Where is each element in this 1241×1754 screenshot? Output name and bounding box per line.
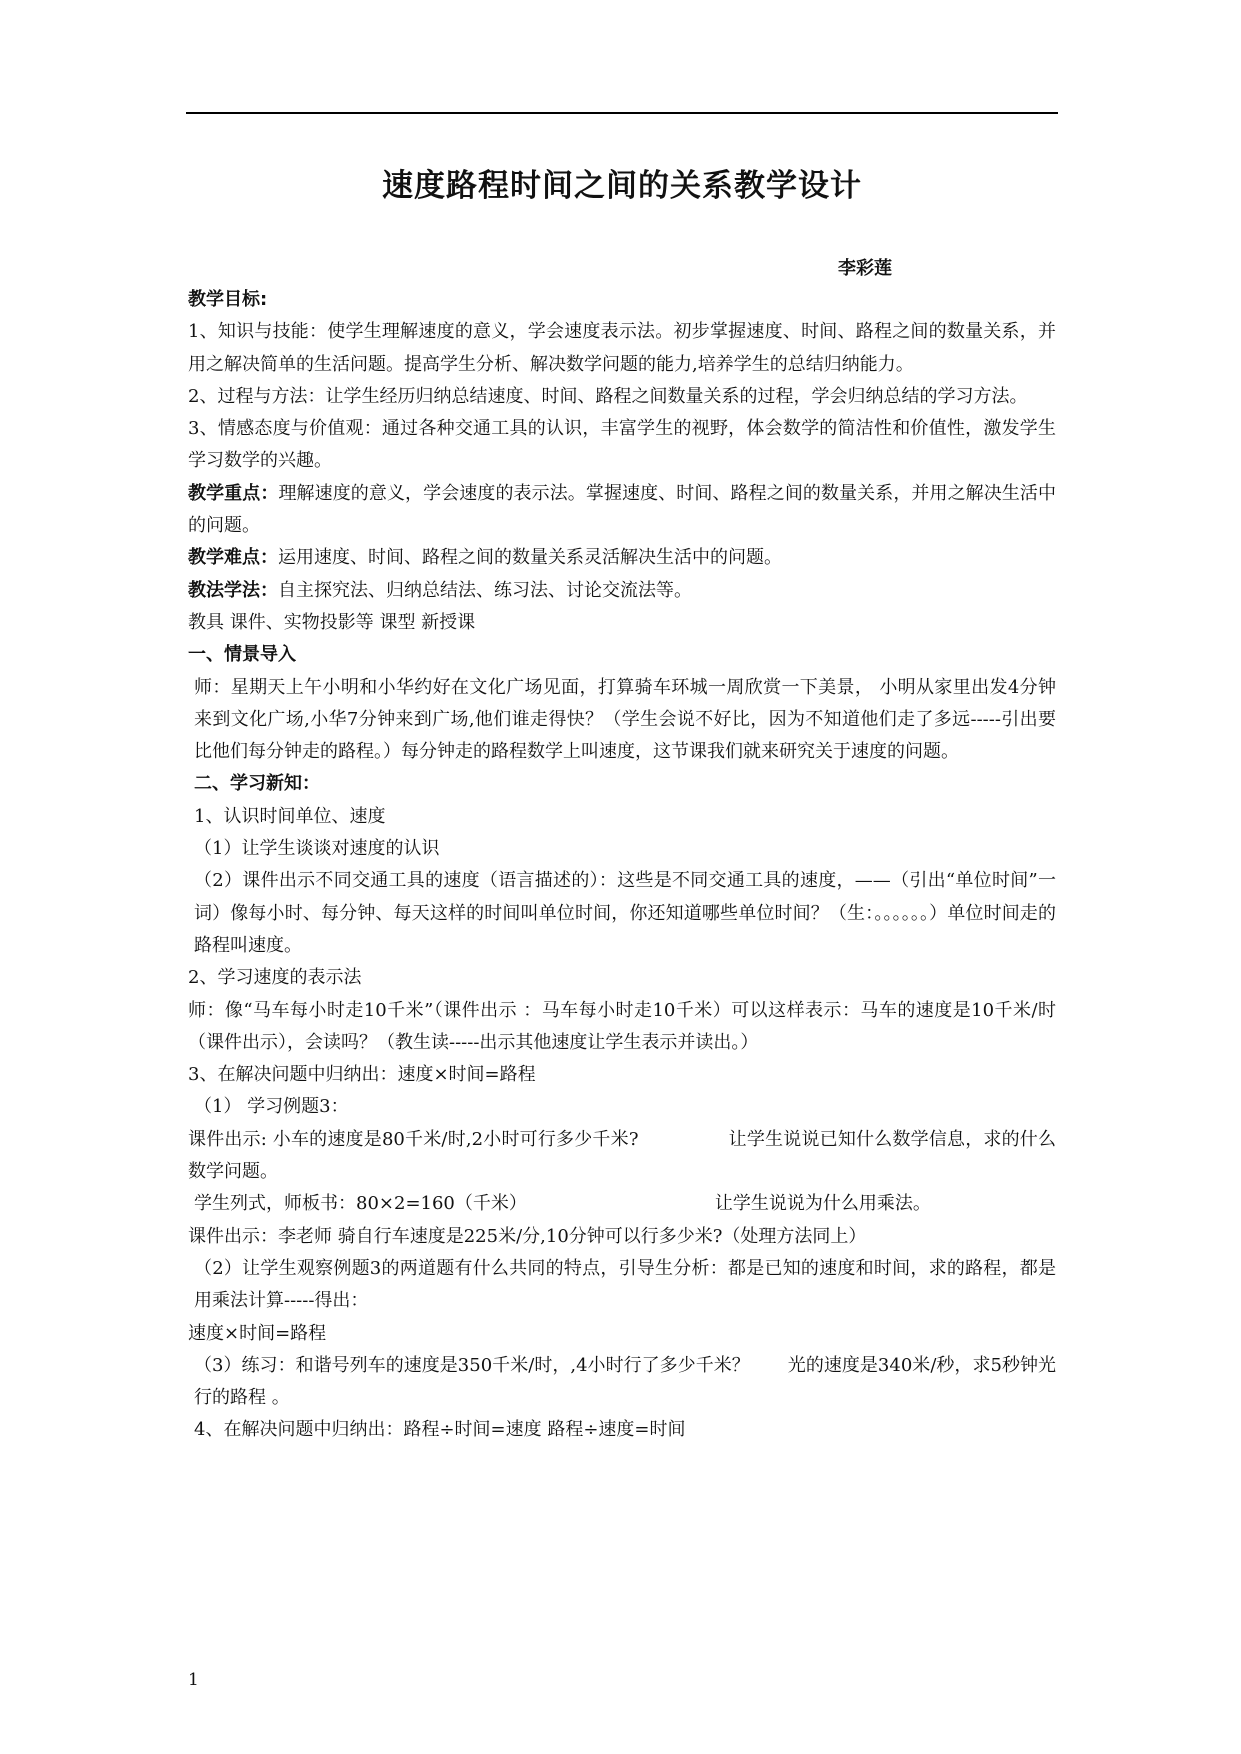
key-points-label: 教学重点： xyxy=(188,482,279,504)
page-number: 1 xyxy=(188,1670,199,1690)
subsection1-item1: （1）让学生谈谈对速度的认识 xyxy=(194,838,440,860)
document-body xyxy=(188,284,1056,1447)
example3-analysis: （2）让学生观察例题3的两道题有什么共同的特点，引导生分析：都是已知的速度和时间，求的路程，都是用乘法计算-----得出： xyxy=(194,1257,1056,1312)
objectives-heading: 教学目标: xyxy=(188,289,268,310)
example3-problem-text: 课件出示: 小车的速度是80千米/时,2小时可行多少千米? xyxy=(188,1128,639,1150)
section2-heading: 二、学习新知： xyxy=(194,773,320,795)
example3-second-problem: 课件出示：李老师 骑自行车速度是225米/分,10分钟可以行多少米?（处理方法同上） xyxy=(188,1225,867,1247)
example3-solution-text: 学生列式，师板书：80×2=160（千米） xyxy=(194,1193,527,1215)
subsection4-title: 4、在解决问题中归纳出：路程÷时间=速度 路程÷速度=时间 xyxy=(194,1419,686,1441)
header-rule xyxy=(186,112,1058,114)
example3-prompt: 让学生说说已知什么数学信息，求的什么数学问题。 xyxy=(188,1128,1057,1183)
objective-3: 3、情感态度与价值观：通过各种交通工具的认识，丰富学生的视野，体会数学的简洁性和价值性，激发学生学习数学的兴趣。 xyxy=(188,418,1056,472)
subsection1-title: 1、认识时间单位、速度 xyxy=(194,805,386,827)
tools-line: 教具 课件、实物投影等 课型 新授课 xyxy=(188,611,476,633)
difficulties xyxy=(188,542,1056,574)
example3-problem xyxy=(188,1124,1056,1189)
author-name: 李彩莲 xyxy=(838,258,892,279)
subsection3-title: 3、在解决问题中归纳出：速度×时间=路程 xyxy=(188,1064,536,1086)
key-points xyxy=(188,478,1056,543)
methods-text: 自主探究法、归纳总结法、练习法、讨论交流法等。 xyxy=(278,579,692,601)
section1-text: 师：星期天上午小明和小华约好在文化广场见面，打算骑车环城一周欣赏一下美景， 小明从家里出发4分钟来到文化广场,小华7分钟来到广场,他们谁走得快？（学生会说不好比，因为不知道他们走了多远-----引出要比他们每分钟走的路程。）每分钟走的路程数学上叫速度，这节课我们就来研究关于速度的问题。 xyxy=(194,676,1056,763)
key-points-text: 理解速度的意义，学会速度的表示法。掌握速度、时间、路程之间的数量关系，并用之解决生活中的问题。 xyxy=(188,482,1057,537)
subsection2-title: 2、学习速度的表示法 xyxy=(188,967,362,989)
practice-question-2: 光的速度是340米/秒，求5秒钟光行的路程 。 xyxy=(194,1354,1057,1409)
example3-solution-prompt: 让学生说说为什么用乘法。 xyxy=(714,1193,931,1215)
practice-question-1: （3）练习：和谐号列车的速度是350千米/时，,4小时行了多少千米？ xyxy=(194,1354,750,1376)
subsection2-text: 师：像“马车每小时走10千米”（课件出示 ：马车每小时走10千米）可以这样表示：马车的速度是10千米/时 （课件出示），会读吗？（教生读-----出示其他速度让学生表示并读出。） xyxy=(188,999,1056,1053)
objective-1: 1、知识与技能：使学生理解速度的意义，学会速度表示法。初步掌握速度、时间、路程之间的数量关系，并用之解决简单的生活问题。提高学生分析、解决数学问题的能力,培养学生的总结归纳能力。 xyxy=(188,321,1056,375)
difficulties-text: 运用速度、时间、路程之间的数量关系灵活解决生活中的问题。 xyxy=(278,547,782,569)
methods xyxy=(188,575,1056,607)
practice xyxy=(188,1350,1056,1415)
section1-heading: 一、情景导入 xyxy=(188,644,296,666)
subsection1-item2: （2）课件出示不同交通工具的速度（语言描述的）：这些是不同交通工具的速度，——（引出“单位时间”一词）像每小时、每分钟、每天这样的时间叫单位时间，你还知道哪些单位时间？（生：。。。。。。）单位时间走的路程叫速度。 xyxy=(194,870,1056,956)
formula-distance: 速度×时间=路程 xyxy=(188,1322,327,1344)
difficulties-label: 教学难点： xyxy=(188,547,278,569)
methods-label: 教法学法： xyxy=(188,579,278,601)
document-title: 速度路程时间之间的关系教学设计 xyxy=(382,168,862,204)
objective-2: 2、过程与方法：让学生经历归纳总结速度、时间、路程之间数量关系的过程，学会归纳总结的学习方法。 xyxy=(188,385,1028,407)
example3-heading: （1） 学习例题3： xyxy=(194,1096,349,1118)
example3-solution xyxy=(188,1188,1056,1220)
